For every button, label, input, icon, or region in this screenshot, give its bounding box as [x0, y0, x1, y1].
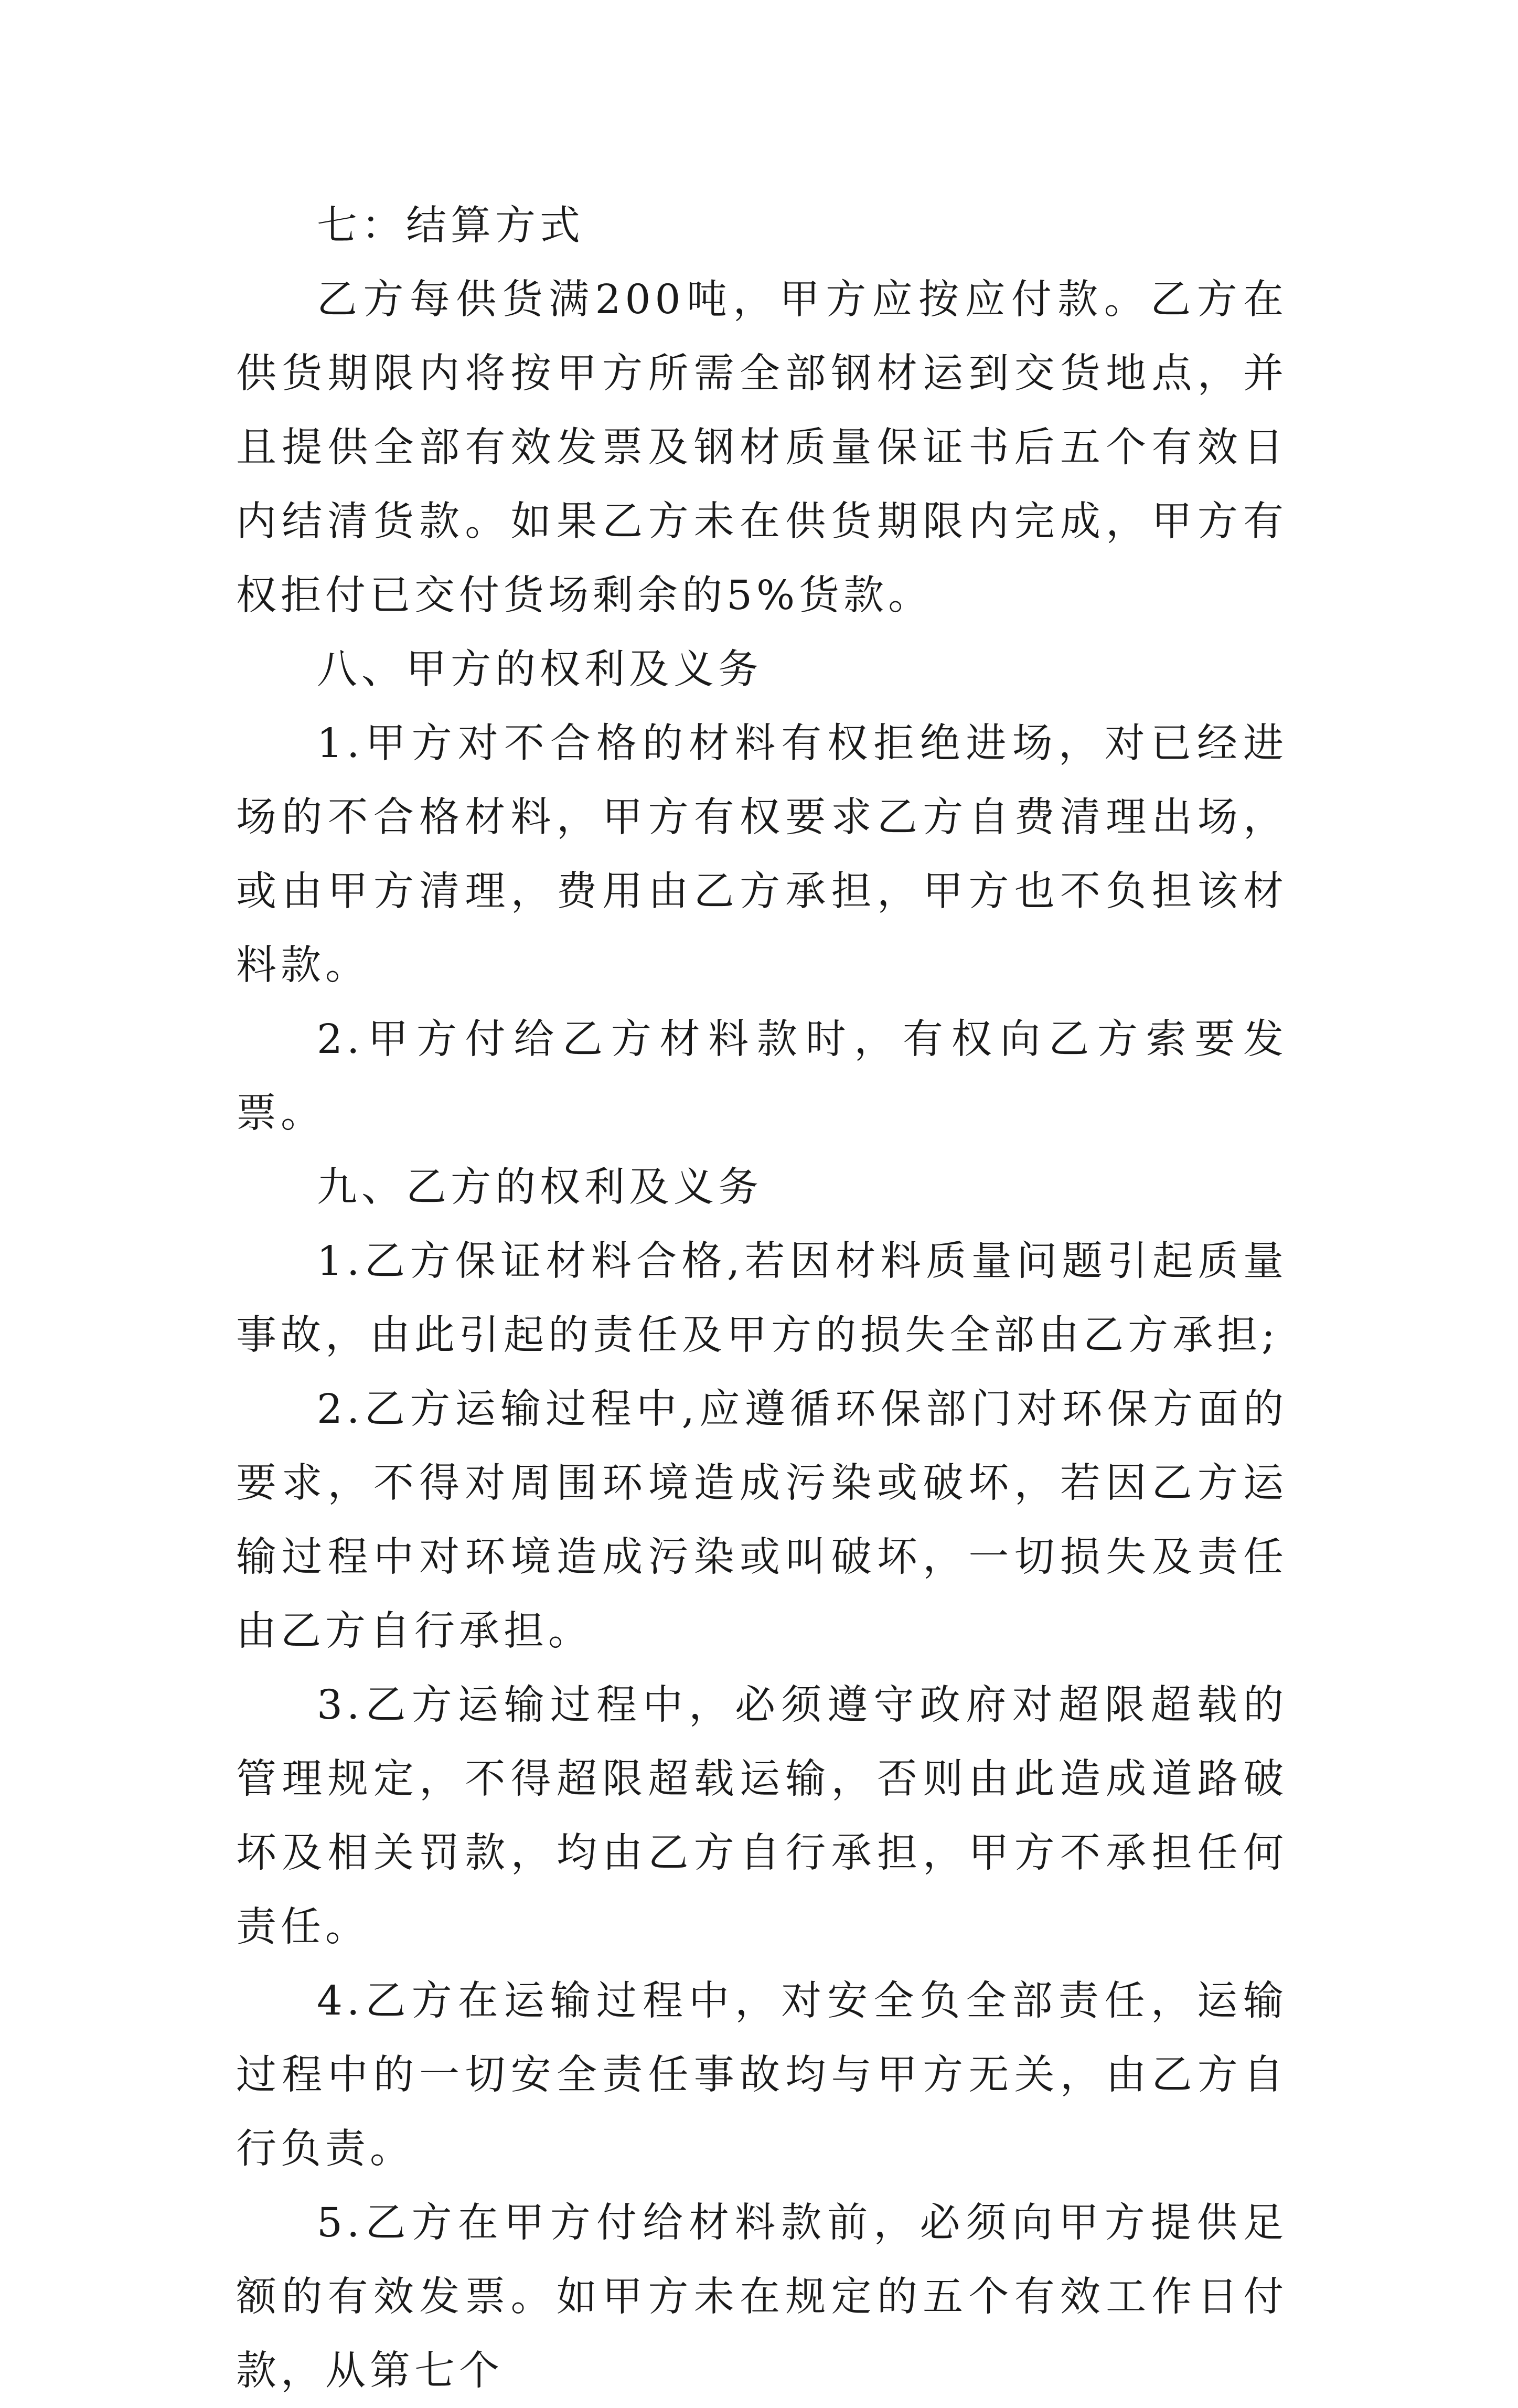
paragraph-party-b-clause-1: 1.乙方保证材料合格,若因材料质量问题引起质量事故，由此引起的责任及甲方的损失全部由乙方承担;: [236, 1238, 1288, 1359]
paragraph-party-b-clause-2: 2.乙方运输过程中,应遵循环保部门对环保方面的要求，不得对周围环境造成污染或破坏，若因乙方运输过程中对环境造成污染或叫破坏，一切损失及责任由乙方自行承担。: [236, 1386, 1288, 1655]
section-heading-settlement: 七：结算方式: [317, 203, 584, 249]
paragraph-party-a-clause-2: 2.甲方付给乙方材料款时，有权向乙方索要发票。: [236, 1016, 1288, 1137]
section-heading-party-b-rights: 九、乙方的权利及义务: [317, 1164, 763, 1211]
paragraph-party-b-clause-3: 3.乙方运输过程中，必须遵守政府对超限超载的管理规定，不得超限超载运输，否则由此造成道路破坏及相关罚款，均由乙方自行承担，甲方不承担任何责任。: [236, 1682, 1288, 1951]
paragraph-settlement-terms: 乙方每供货满200吨，甲方应按应付款。乙方在供货期限内将按甲方所需全部钢材运到交货地点，并且提供全部有效发票及钢材质量保证书后五个有效日内结清货款。如果乙方未在供货期限内完成，甲方有权拒付已交付货场剩余的5%货款。: [236, 276, 1288, 619]
paragraph-party-b-clause-5: 5.乙方在甲方付给材料款前，必须向甲方提供足额的有效发票。如甲方未在规定的五个有效工作日付款，从第七个: [236, 2200, 1288, 2394]
section-heading-party-a-rights: 八、甲方的权利及义务: [317, 646, 763, 693]
paragraph-party-a-clause-1: 1.甲方对不合格的材料有权拒绝进场，对已经进场的不合格材料，甲方有权要求乙方自费清理出场，或由甲方清理，费用由乙方承担，甲方也不负担该材料款。: [236, 720, 1288, 989]
document-body: [236, 189, 1288, 2408]
paragraph-party-b-clause-4: 4.乙方在运输过程中，对安全负全部责任，运输过程中的一切安全责任事故均与甲方无关，由乙方自行负责。: [236, 1978, 1288, 2172]
